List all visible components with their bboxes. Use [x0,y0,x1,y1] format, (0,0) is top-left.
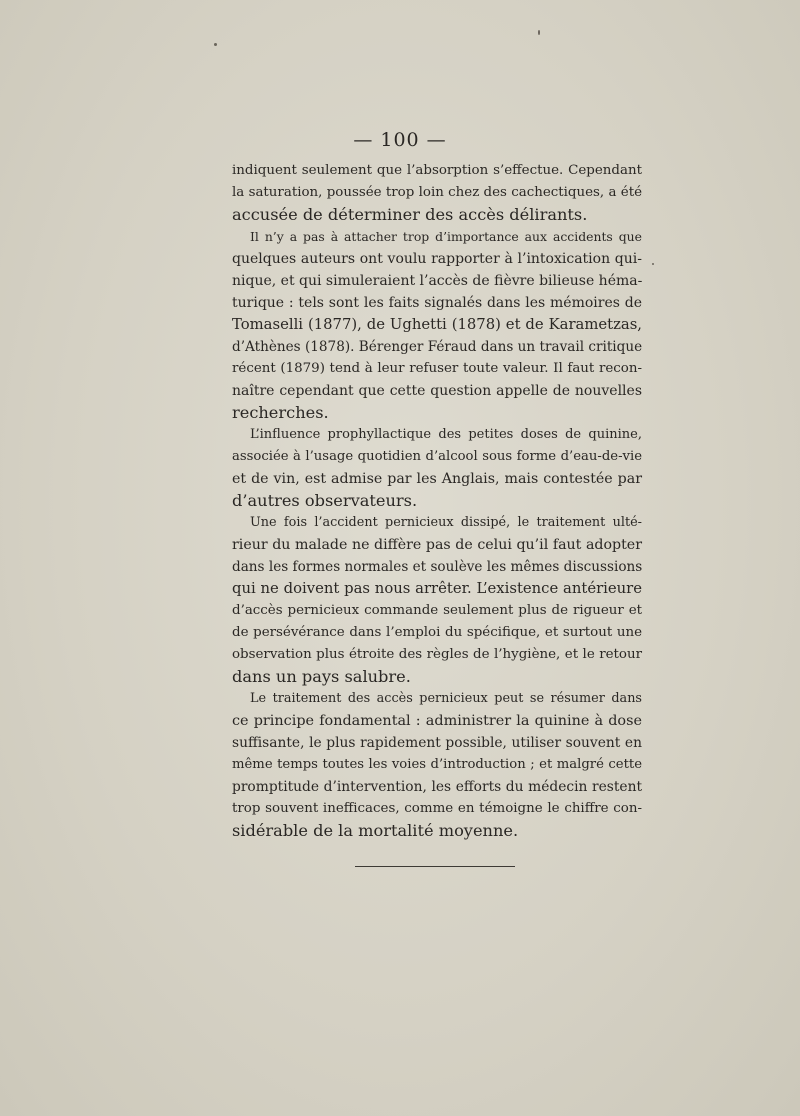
text-line: suffisante, le plus rapidement possible, utiliser souvent en [232,735,642,751]
text-line: de persévérance dans l’emploi du spécifique, et surtout une [232,625,642,640]
text-line: d’accès pernicieux commande seulement plus de rigueur et [232,603,642,618]
paper-speck [538,30,540,35]
text-line: observation plus étroite des règles de l’hygiène, et le retour [232,647,642,662]
text-line: quelques auteurs ont voulu rapporter à l’intoxication qui- [232,251,642,267]
text-line: trop souvent inefficaces, comme en témoigne le chiffre con- [232,801,642,816]
body-text [232,160,642,842]
text-line: ce principe fondamental : administrer la quinine à dose [232,713,642,729]
text-line: Il n’y a pas à attacher trop d’importance aux accidents que [250,229,642,244]
text-line: recherches. [232,403,329,422]
text-line: Une fois l’accident pernicieux dissipé, le traitement ulté- [250,515,642,530]
page-number: — 100 — [353,129,447,151]
text-line: dans les formes normales et soulève les mêmes discussions [232,559,643,575]
text-line: Tomaselli (1877), de Ughetti (1878) et de Karametzas, [232,316,642,333]
text-line: nique, et qui simuleraient l’accès de fièvre bilieuse héma- [232,273,643,289]
text-line: d’autres observateurs. [232,491,418,510]
text-line: indiquent seulement que l’absorption s’effectue. Cependant [232,163,642,178]
text-line: d’Athènes (1878). Bérenger Féraud dans un travail critique [232,339,643,355]
text-line: dans un pays salubre. [232,667,411,686]
text-line: associée à l’usage quotidien d’alcool sous forme d’eau-de-vie [232,449,642,464]
text-line: et de vin, est admise par les Anglais, mais contestée par [232,471,642,487]
text-line: rieur du malade ne diffère pas de celui qu’il faut adopter [232,537,642,553]
text-line: sidérable de la mortalité moyenne. [232,821,519,840]
paper-speck [652,263,654,265]
text-line: Le traitement des accès pernicieux peut se résumer dans [250,691,642,706]
text-line: L’influence prophyllactique des petites doses de quinine, [250,427,642,442]
text-line: promptitude d’intervention, les efforts du médecin restent [232,779,642,795]
text-line: accusée de déterminer des accès délirants. [232,205,588,224]
paper-speck [214,43,217,46]
text-line: la saturation, poussée trop loin chez des cachectiques, a été [232,185,642,200]
text-line: naître cependant que cette question appelle de nouvelles [232,383,642,399]
text-line: récent (1879) tend à leur refuser toute valeur. Il faut recon- [232,361,642,376]
text-line: turique : tels sont les faits signalés dans les mémoires de [232,295,642,311]
text-line: qui ne doivent pas nous arrêter. L’existence antérieure [232,580,642,597]
end-rule [355,866,515,867]
text-line: même temps toutes les voies d’introduction ; et malgré cette [232,757,642,772]
